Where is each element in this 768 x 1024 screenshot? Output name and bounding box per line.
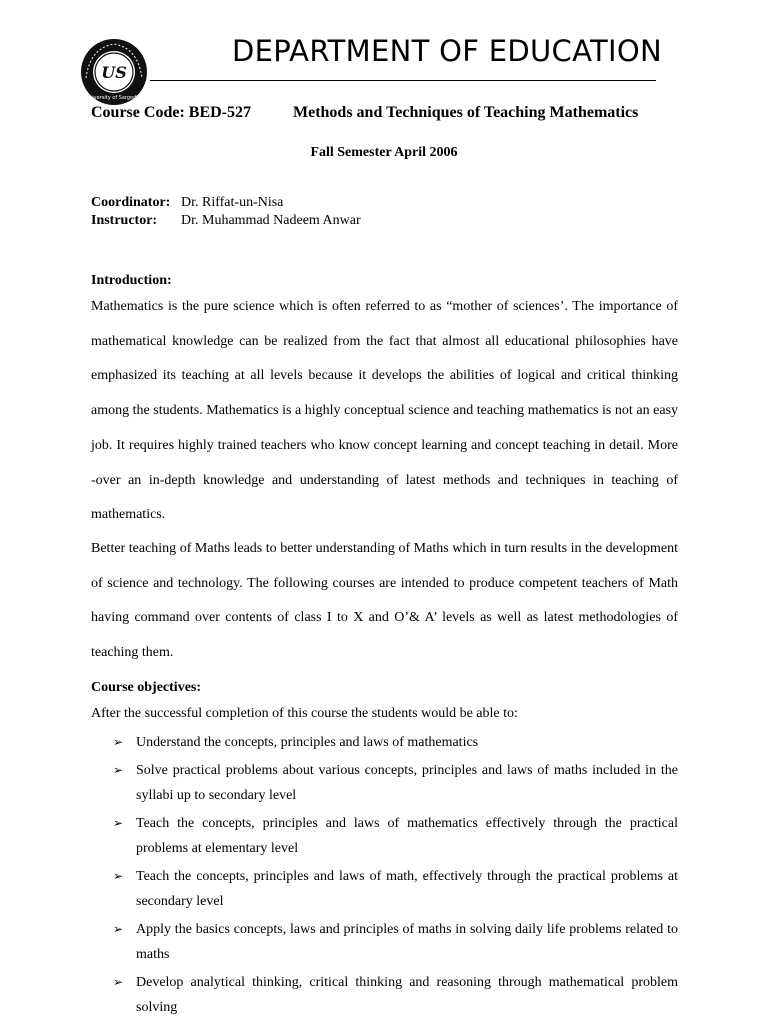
introduction-heading: Introduction: [91,273,172,288]
objectives-list [91,730,678,1023]
logo-text: University of Sargodha [85,95,143,101]
coordinator-name: Dr. Riffat-un-Nisa [181,195,284,210]
objectives-heading: Course objectives: [91,680,202,695]
list-item: ➢ Solve practical problems about various concepts, principles and laws of maths included in the syllabi up to secondary level [91,758,678,809]
list-item: ➢ Teach the concepts, principles and laws of math, effectively through the practical problems at secondary level [91,864,678,915]
arrow-bullet-icon: ➢ [113,974,124,989]
instructor-label: Instructor: [91,213,158,228]
course-code: Course Code: BED-527 [91,104,251,121]
list-item: ➢ Apply the basics concepts, laws and principles of maths in solving daily life problems related to maths [91,917,678,968]
logo-initials: US [101,63,127,82]
introduction-paragraph-1: Mathematics is the pure science which is often referred to as “mother of sciences’. The importance of mathematical knowledge can be realized from the fact that almost all educational philosophies have emphasized its teaching at all levels because it develops the abilities of logical and critical thinking among the students. Mathematics is a highly conceptual science and teaching mathematics is not an easy job. It requires highly trained teachers who know concept learning and concept teaching in detail. More -over an in-depth knowledge and understanding of latest methods and techniques in teaching of mathematics. [91,299,678,523]
coordinator-line [91,195,283,211]
university-seal-logo [80,38,148,106]
coordinator-label: Coordinator: [91,195,171,210]
list-item: ➢ Develop analytical thinking, critical thinking and reasoning through mathematical problem solving [91,970,678,1021]
arrow-bullet-icon: ➢ [113,868,124,883]
course-title: Methods and Techniques of Teaching Mathematics [293,104,639,121]
instructor-name: Dr. Muhammad Nadeem Anwar [181,213,361,228]
introduction-paragraph-2: Better teaching of Maths leads to better understanding of Maths which in turn results in the development of science and technology. The following courses are intended to produce competent teachers of Math having command over contents of class I to X and O’& A’ levels as well as latest methodologies of teaching them. [91,541,678,661]
arrow-bullet-icon: ➢ [113,815,124,830]
department-title: DEPARTMENT OF EDUCATION [232,34,662,68]
arrow-bullet-icon: ➢ [113,762,124,777]
list-item: ➢ Teach the concepts, principles and laws of mathematics effectively through the practical problems at elementary level [91,811,678,862]
arrow-bullet-icon: ➢ [113,921,124,936]
instructor-line [91,213,361,229]
semester: Fall Semester April 2006 [310,145,458,160]
arrow-bullet-icon: ➢ [113,735,124,749]
objectives-intro: After the successful completion of this course the students would be able to: [91,706,518,721]
list-item: ➢ Understand the concepts, principles and laws of mathematics [91,730,678,756]
header-divider [150,80,656,81]
